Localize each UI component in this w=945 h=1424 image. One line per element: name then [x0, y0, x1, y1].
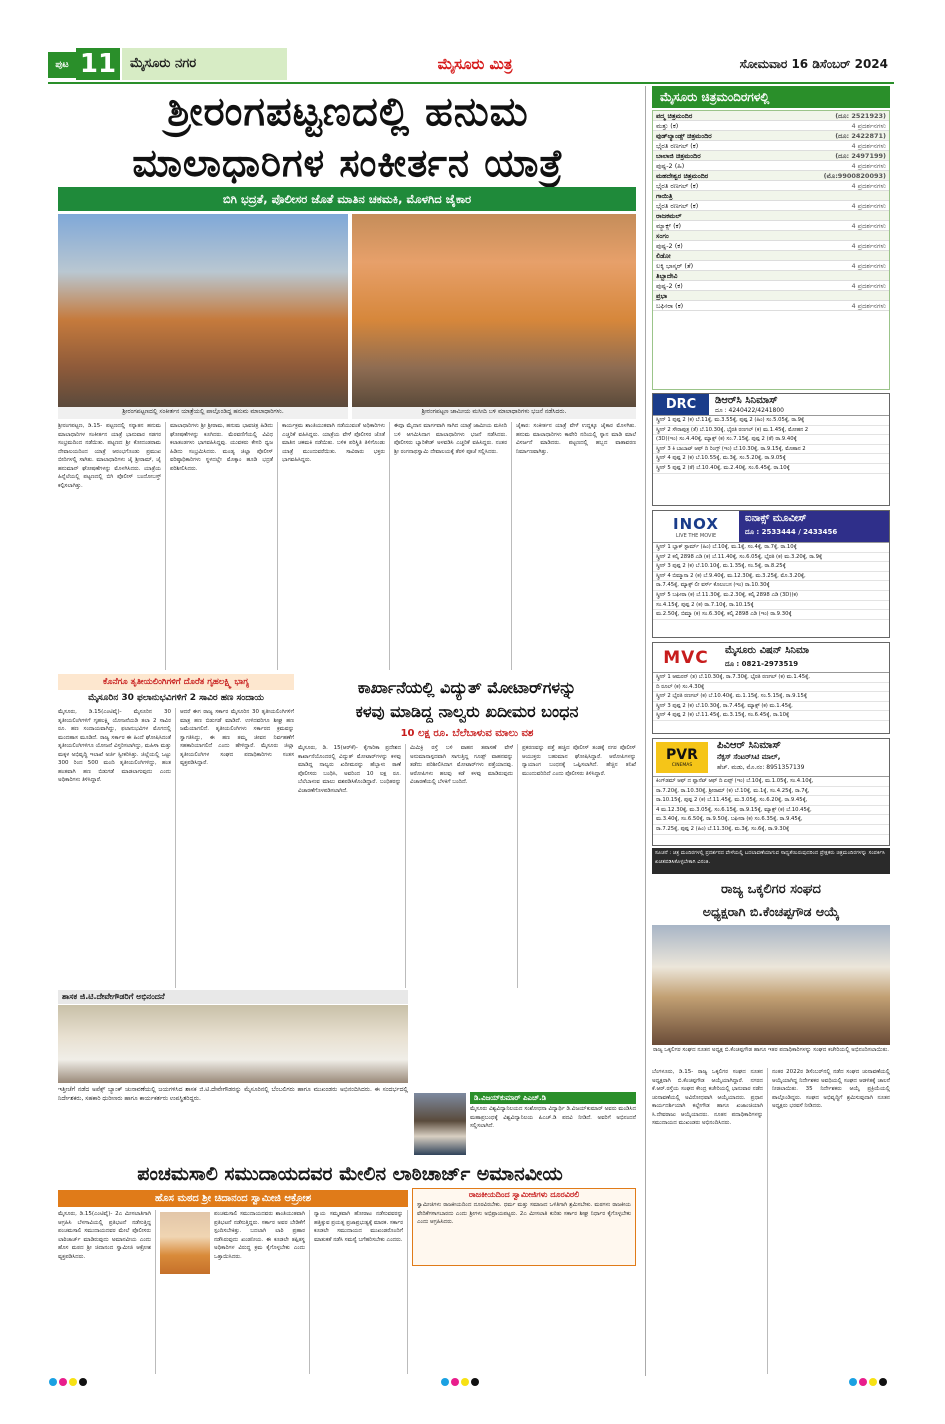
lead-body-col4: ಈದ್ಗಾ ಮೈದಾನ ಮಾರ್ಗವಾಗಿ ಸಾಗಿದ ಯಾತ್ರೆ ಜಾಮೀಯ ಮಸೀದಿ ಬಳಿ ಆಗಮಿಸಿದಾಗ ಮಾಲಾಧಾರಿಗಳು ಭಜನೆ ನಡೆಸಿದರು. ಪೊಲೀಸರು ಬ್ಯಾರಿಕೇಡ್ ಅಳವಡಿಸಿ ಎಚ್ಚರಿಕೆ ವಹಿಸಿದ್ದರು. ನಂತರ ಶ್ರೀ ರಂಗನಾಥಸ್ವಾಮಿ ದೇವಾಲಯಕ್ಕೆ ತೆರಳಿ ಪೂಜೆ ಸಲ್ಲಿಸಿದರು.: [394, 422, 512, 670]
okkaligara-body-col2: ನಂತರ 2022ರ ಡಿಸೆಂಬರ್‌ನಲ್ಲಿ ನಡೆದ ಸಂಘದ ಚುನಾವಣೆಯಲ್ಲಿ ಆಯ್ಕೆಯಾಗಿದ್ದ ನಿರ್ದೇಶಕರ ಅವಧಿಯಲ್ಲಿ ಸಂಘದ ಆಡಳಿತಕ್ಕೆ ಚಾಲನೆ ನೀಡಲಾಯಿತು. 35 ನಿರ್ದೇಶಕರು ಆಯ್ಕೆ ಪ್ರಕ್ರಿಯೆಯಲ್ಲಿ ಪಾಲ್ಗೊಂಡಿದ್ದರು. ಸಂಘದ ಅಭಿವೃದ್ಧಿಗೆ ಶ್ರಮಿಸುವುದಾಗಿ ನೂತನ ಅಧ್ಯಕ್ಷರು ಭರವಸೆ ನೀಡಿದರು.: [772, 1069, 890, 1109]
theatre-row: [653, 181, 889, 191]
section-name: ಮೈಸೂರು ನಗರ: [122, 48, 287, 80]
inset-title: ರಾಜಕೀಯದಿಂದ ಸ್ವಾಮೀಜಿಗಳು ದೂರವಿರಲಿ: [468, 1190, 580, 1199]
header-rule: [48, 82, 894, 84]
theatre-row: [653, 161, 889, 171]
pvr-phone: ಹೆಚ್. ಮಡು, ಮೊ.ನಂ: 8951357139: [717, 764, 805, 771]
okkaligara-headline-line1: ರಾಜ್ಯ ಒಕ್ಕಲಿಗರ ಸಂಘದ: [721, 882, 821, 897]
theatre-name: ಮ್ಯಾಕ್ಸ್ (ಕ): [656, 222, 682, 230]
theatre-list: [652, 110, 890, 390]
drc-showtime-line: ಸ್ಕ್ರೀನ್ 4 ಪುಷ್ಪ 2 (ಕ) ಬೆ.10.55ಕ್ಕೆ, ಮ.3ಕ್ಕೆ, ಸಂ.5.20ಕ್ಕೆ, ರಾ.9.05ಕ್ಕೆ: [653, 454, 889, 464]
theatre-name: ಪುಷ್ಪ-2 (ಹಿ): [656, 162, 685, 170]
theatre-name: ಪ್ರಭಾ: [656, 292, 668, 300]
pvr-showtime-line: ರಾ.7.20ಕ್ಕೆ, ರಾ.10.30ಕ್ಕೆ, ಶ್ರೀರಾಮ್ (ಕ) ಬೆ.10ಕ್ಕೆ, ಮ.1ಕ್ಕೆ, ಸಂ.4.25ಕ್ಕೆ, ರಾ.7ಕ್ಕೆ,: [653, 787, 889, 797]
mvc-phone: ದೂ : 0821-2973519: [725, 660, 799, 668]
theatre-name: ತಿಬ್ಬಾದೇವಿ: [656, 272, 678, 280]
theatre-name: ಮತ್ತು (ಕ): [656, 122, 679, 130]
lead-body-col5: ಜೈಕಾರ: ಸಂಕೀರ್ತನ ಯಾತ್ರೆ ವೇಳೆ ಉದ್ದಕ್ಕೂ ಜೈಕಾರ ಮೊಳಗಿತು. ಹನುಮ ಮಾಲಾಧಾರಿಗಳು ಕಾವೇರಿ ನದಿಯಲ್ಲಿ ಸ್ನಾನ ಮಾಡಿ ಮಾಲೆ ವಿಸರ್ಜನೆ ಮಾಡಿದರು. ಪಟ್ಟಣದಲ್ಲಿ ಹಬ್ಬದ ವಾತಾವರಣ ನಿರ್ಮಾಣವಾಗಿತ್ತು.: [516, 423, 636, 455]
motor-headline-line2: ಕಳವು ಮಾಡಿದ್ದ ನಾಲ್ವರು ಖದೀಮರ ಬಂಧನ: [355, 702, 579, 721]
theatre-name: ಗಾಯಿತ್ರಿ: [656, 192, 673, 200]
theatre-name: ಲಕ್ಕಿ ಭಾಸ್ಕರ್ (ತೆ): [656, 262, 694, 270]
theatre-shows: 4 ಪ್ರದರ್ಶನಗಳು: [851, 262, 886, 270]
motor-body-col1: ಮೈಸೂರು, ಡಿ. 15(ಆರ್‌ಕೆ)- ಕೈಗಾರಿಕಾ ಪ್ರದೇಶದ ಕಾರ್ಖಾನೆಯೊಂದರಲ್ಲಿ ವಿದ್ಯುತ್ ಮೋಟಾರ್‌ಗಳನ್ನು ಕಳವು ಮಾಡಿದ್ದ ನಾಲ್ವರು ಖದೀಮರನ್ನು ಹೆಬ್ಬಾಳು ಠಾಣೆ ಪೊಲೀಸರು ಬಂಧಿಸಿ, ಅವರಿಂದ 10 ಲಕ್ಷ ರೂ. ಬೆಲೆಬಾಳುವ ಮಾಲು ವಶಪಡಿಸಿಕೊಂಡಿದ್ದಾರೆ. ಬಂಧಿತರನ್ನು ವಿಚಾರಣೆಗೊಳಪಡಿಸಲಾಗಿದೆ.: [298, 744, 406, 988]
theatre-name: ವುಡ್‌ಲ್ಯಾಂಡ್ಸ್ ಚಿತ್ರಮಂದಿರ: [656, 132, 712, 140]
panchamasali-body-col2: ಪಂಚಮಸಾಲಿ ಸಮುದಾಯದವರು ಶಾಂತಿಯುತವಾಗಿ ಪ್ರತಿಭಟನೆ ನಡೆಸುತ್ತಿದ್ದರು. ಸರ್ಕಾರ ಅವರ ಬೇಡಿಕೆಗೆ ಸ್ಪಂದಿಸಬೇಕಿತ್ತು. ಬದಲಾಗಿ ಲಾಠಿ ಪ್ರಹಾರ ನಡೆಸಿರುವುದು ಖಂಡನೀಯ. ಈ ಕೂಡಲೇ ತಪ್ಪಿತಸ್ಥ ಅಧಿಕಾರಿಗಳ ವಿರುದ್ಧ ಕ್ರಮ ಕೈಗೊಳ್ಳಬೇಕು ಎಂದು ಒತ್ತಾಯಿಸಿದರು.: [214, 1210, 310, 1374]
lead-headline-line1: ಶ್ರೀರಂಗಪಟ್ಟಣದಲ್ಲಿ ಹನುಮ: [167, 88, 529, 135]
mvc-showtime-line: ಸ್ಕ್ರೀನ್ 4 ಪುಷ್ಪ 2 (ಕ) ಬೆ.11.45ಕ್ಕೆ, ಮ.3.15ಕ್ಕೆ, ಸಂ.6.45ಕ್ಕೆ, ರಾ.10ಕ್ಕೆ: [653, 711, 889, 721]
inox-tagline: LIVE THE MOVIE: [675, 532, 717, 539]
theatre-name: ಬಾಲಾಜಿ ಚಿತ್ರಮಂದಿರ: [656, 152, 701, 160]
lead-photo-right: [352, 214, 636, 407]
mvc-showtime-line: ಸ್ಕ್ರೀನ್ 3 ಪುಷ್ಪ 2 (ಕ) ಬೆ.10.30ಕ್ಕೆ, ರಾ.7.45ಕ್ಕೆ, ಮ್ಯಾಕ್ಸ್ (ಕ) ಮ.1.45ಕ್ಕೆ,: [653, 702, 889, 712]
inox-showtime-line: ಸ್ಕ್ರೀನ್ 4 ಬಿಮ್ಮಾನಾ 2 (ಕ) ಬೆ.9.40ಕ್ಕೆ, ಮ.12.30ಕ್ಕೆ, ಮ.3.25ಕ್ಕೆ, ಮೊ.3.20ಕ್ಕೆ,: [653, 572, 889, 582]
theatre-row: [653, 231, 889, 241]
vijaykumar-photo: [414, 1093, 466, 1155]
theatre-shows: 4 ಪ್ರದರ್ಶನಗಳು: [851, 122, 886, 130]
drc-logo: DRC: [653, 394, 709, 415]
lead-body-col3: ಕಾರ್ಯಕ್ರಮ ಶಾಂತಿಯುತವಾಗಿ ನಡೆಯುವಂತೆ ಅಧಿಕಾರಿಗಳು ಎಚ್ಚರಿಕೆ ವಹಿಸಿದ್ದರು. ಯಾತ್ರೆಯ ವೇಳೆ ಪೊಲೀಸರ ಜೊತೆ ಮಾತಿನ ಚಕಮಕಿ ನಡೆಯಿತು. ಬಳಿಕ ಪರಿಸ್ಥಿತಿ ತಿಳಿಗೊಂಡು ಯಾತ್ರೆ ಮುಂದುವರೆಯಿತು. ಸಾವಿರಾರು ಭಕ್ತರು ಭಾಗವಹಿಸಿದ್ದರು.: [282, 422, 390, 670]
panchamasali-headline: ಪಂಚಮಸಾಲಿ ಸಮುದಾಯದವರ ಮೇಲಿನ ಲಾಠಿಚಾರ್ಜ್ ಅಮಾನವೀಯ: [137, 1163, 563, 1185]
vijaykumar-label: ಡಿ.ವಿಜಯ್‌ಕುಮಾರ್ ಪಿಎಚ್.ಡಿ: [470, 1092, 636, 1104]
drc-title: ಡಿಆರ್‌ಸಿ ಸಿನಿಮಾಸ್: [715, 395, 778, 406]
pvr-showtime-line: ಕಿಂಗ್‌ಡಮ್ ಆಫ್ ದ ಪ್ಲಾನೆಟ್ ಆಫ್ ದಿ ಏಪ್ಸ್ (ಇಂ) ಬೆ.10ಕ್ಕೆ, ಮ.1.05ಕ್ಕೆ, ಸಂ.4.10ಕ್ಕೆ,: [653, 777, 889, 787]
pvr-showtime-line: 4 ಮ.12.30ಕ್ಕೆ, ಮ.3.05ಕ್ಕೆ, ಸಂ.6.15ಕ್ಕೆ, ರಾ.9.15ಕ್ಕೆ, ಮ್ಯಾಕ್ಸ್ (ಕ) ಬೆ.10.45ಕ್ಕೆ,: [653, 806, 889, 816]
vijaykumar-text: ಮೈಸೂರು ವಿಶ್ವವಿದ್ಯಾನಿಲಯದ ಸಂಶೋಧನಾ ವಿದ್ಯಾರ್ಥಿ ಡಿ.ವಿಜಯ್‌ಕುಮಾರ್ ಅವರು ಮಂಡಿಸಿದ ಮಹಾಪ್ರಬಂಧಕ್ಕೆ ವಿಶ್ವವಿದ್ಯಾನಿಲಯ ಪಿಎಚ್.ಡಿ ಪದವಿ ನೀಡಿದೆ. ಅವರಿಗೆ ಅಭಿನಂದನೆ ಸಲ್ಲಿಸಲಾಗಿದೆ.: [470, 1106, 636, 1129]
gruha-headline-a: ಕೊನೆಗೂ ತೃತೀಯಲಿಂಗಿಗಳಿಗೆ ದೊರೆತ ಗೃಹಲಕ್ಷ್ಮಿ ಭಾಗ್ಯ: [58, 674, 294, 690]
theatre-row: [653, 131, 889, 141]
theatre-name: ಪುಷ್ಪ-2 (ಕ): [656, 282, 683, 290]
okkaligara-caption: ರಾಜ್ಯ ಒಕ್ಕಲಿಗರ ಸಂಘದ ನೂತನ ಅಧ್ಯಕ್ಷ ಬಿ.ಕೆಂಚಪ್ಪಗೌಡ ಹಾಗೂ ಇತರ ಪದಾಧಿಕಾರಿಗಳನ್ನು ಸಂಘದ ಕಚೇರಿಯಲ್ಲಿ ಅಭಿನಂದಿಸಲಾಯಿತು.: [652, 1047, 890, 1053]
drc-showtime-line: ಸ್ಕ್ರೀನ್ 2 ಸೌರಾಪುತ್ರ (ತೆ) ಬೆ.10.30ಕ್ಕೆ, ಭೈರತಿ ರಣಗಲ್ (ಕ) ಮ.1.45ಕ್ಕೆ, ಮೋಹನ 2: [653, 426, 889, 436]
theatre-name: ಮಹದೇಶ್ವರ ಚಿತ್ರಮಂದಿರ: [656, 172, 709, 180]
drc-box: [652, 393, 890, 506]
theatre-row: [653, 191, 889, 201]
theatre-phone: (ಮೊ:9900820093): [823, 172, 886, 180]
theatre-row: [653, 261, 889, 271]
panchamasali-inset: [412, 1188, 636, 1266]
column-divider: [645, 86, 646, 1376]
drc-showtime-line: ಸ್ಕ್ರೀನ್ 1 ಪುಷ್ಪ 2 (ಕ) ಬೆ.11ಕ್ಕೆ, ಮ.3.55ಕ್ಕೆ, ಪುಷ್ಪ 2 (ಹಿಂ) ಸಂ.5.05ಕ್ಕೆ, ರಾ.9ಕ್ಕೆ: [653, 416, 889, 426]
panchamasali-body-col3: ನ್ಯಾಯ ಸಮ್ಮತವಾಗಿ ಹೋರಾಟ ನಡೆಸುವವರನ್ನು ಹತ್ತಿಕ್ಕುವ ಪ್ರಯತ್ನ ಪ್ರಜಾಪ್ರಭುತ್ವಕ್ಕೆ ಮಾರಕ. ಸರ್ಕಾರ ಕೂಡಲೇ ಸಮುದಾಯದ ಮುಖಂಡರೊಂದಿಗೆ ಮಾತುಕತೆ ನಡೆಸಿ ಸಮಸ್ಯೆ ಬಗೆಹರಿಸಬೇಕು ಎಂದರು.: [314, 1210, 408, 1374]
page-number: 11: [76, 48, 120, 80]
inox-logo: INOX: [673, 514, 719, 533]
mvc-title: ಮೈಸೂರು ವಿಷನ್ ಸಿನಿಮಾ: [725, 645, 810, 656]
motor-body-col2: ಮಿಮಿಕ್ರಿ ರಸ್ತೆ ಬಳಿ ವಾಹನ ತಪಾಸಣೆ ವೇಳೆ ಅನುಮಾನಾಸ್ಪದವಾಗಿ ಸಾಗುತ್ತಿದ್ದ ಗೂಡ್ಸ್ ವಾಹನವನ್ನು ತಡೆದು ಪರಿಶೀಲಿಸಿದಾಗ ಮೋಟಾರ್‌ಗಳು ಪತ್ತೆಯಾದವು. ಆರೋಪಿಗಳು ಹಲವು ಕಡೆ ಕಳವು ಮಾಡಿರುವುದು ವಿಚಾರಣೆಯಲ್ಲಿ ಬೆಳಕಿಗೆ ಬಂದಿದೆ.: [410, 744, 518, 988]
theatre-phone: (ದೂ: 2422871): [835, 132, 886, 140]
theatre-shows: 4 ಪ್ರದರ್ಶನಗಳು: [851, 222, 886, 230]
lead-caption-right: ಶ್ರೀರಂಗಪಟ್ಟಣ ಜಾಮೀಯ ಮಸೀದಿ ಬಳಿ ಮಾಲಾಧಾರಿಗಳು ಭಜನೆ ನಡೆಸಿದರು.: [352, 407, 636, 419]
theatre-name: ಸಂಗಂ: [656, 232, 669, 240]
inox-box: [652, 510, 890, 638]
pvr-logo: PVR: [666, 747, 698, 763]
motor-subhead: 10 ಲಕ್ಷ ರೂ. ಬೆಲೆಬಾಳುವ ಮಾಲು ವಶ: [400, 728, 534, 739]
lead-subhead: ಬಿಗಿ ಭದ್ರತೆ, ಪೊಲೀಸರ ಜೊತೆ ಮಾತಿನ ಚಕಮಕಿ, ಮೊಳಗಿದ ಜೈಕಾರ: [58, 187, 636, 211]
drc-showtime-line: (3D)(ಇಂ) ಸಂ.4.40ಕ್ಕೆ, ಮ್ಯಾಕ್ಸ್ (ಕ) ಸಂ.7.15ಕ್ಕೆ, ಪುಷ್ಪ 2 (ತೆ) ರಾ.9.40ಕ್ಕೆ: [653, 435, 889, 445]
theatre-row: [653, 211, 889, 221]
pvr-subtitle: ನೆಕ್ಸಸ್ ಸೆಂಟರ್‌ಸಿಟಿ ಮಾಲ್,: [717, 753, 781, 761]
lead-photo-left: [58, 214, 348, 407]
theatre-row: [653, 141, 889, 151]
pvr-box: [652, 738, 890, 846]
gtd-photo: [58, 1005, 408, 1083]
print-marks-center: [440, 1378, 480, 1390]
pvr-title: ಪಿವಿಆರ್ ಸಿನಿಮಾಸ್: [717, 740, 781, 751]
sidebar-title: ಮೈಸೂರು ಚಿತ್ರಮಂದಿರಗಳಲ್ಲಿ: [652, 86, 890, 108]
theatre-shows: 4 ಪ್ರದರ್ಶನಗಳು: [851, 182, 886, 190]
inox-showtime-line: ಸ್ಕ್ರೀನ್ 3 ಪುಷ್ಪ 2 (ಕ) ಬೆ.10.10ಕ್ಕೆ, ಮ.1.35ಕ್ಕೆ, ಸಂ.5ಕ್ಕೆ, ರಾ.8.25ಕ್ಕೆ: [653, 562, 889, 572]
gruha-headline-b: ಮೈಸೂರಿನ 30 ಫಲಾನುಭವಿಗಳಿಗೆ 2 ಸಾವಿರ ಹಣ ಸಂದಾಯ: [88, 693, 264, 703]
inox-showtime-line: ಸಂ.4.15ಕ್ಕೆ, ಪುಷ್ಪ 2 (ಕ) ರಾ.7.10ಕ್ಕೆ, ರಾ.10.15ಕ್ಕೆ: [653, 601, 889, 611]
theatre-row: [653, 241, 889, 251]
theatre-phone: (ದೂ: 2497199): [835, 152, 886, 160]
inox-showtime-line: ಸ್ಕ್ರೀನ್ 5 ಬಘೀರಾ (ಕ) ಬೆ.11.30ಕ್ಕೆ, ಮ.2.30ಕ್ಕೆ, ಕಲ್ಕಿ 2898 ಎಡಿ (3D)(ಕ): [653, 591, 889, 601]
theatre-shows: 4 ಪ್ರದರ್ಶನಗಳು: [851, 162, 886, 170]
pvr-showtime-line: ರಾ.10.15ಕ್ಕೆ, ಪುಷ್ಪ 2 (ಕ) ಬೆ.11.45ಕ್ಕೆ, ಮ.3.05ಕ್ಕೆ, ಸಂ.6.20ಕ್ಕೆ, ರಾ.9.45ಕ್ಕೆ,: [653, 796, 889, 806]
lead-body-col2: ಮಾಲಾಧಾರಿಗಳು ಶ್ರೀ ಶ್ರೀರಾಮ, ಹನುಮ ಭಾವಚಿತ್ರ ಹಿಡಿದು ಘೋಷಣೆಗಳನ್ನು ಕೂಗಿದರು. ಮೆರವಣಿಗೆಯಲ್ಲಿ ವಿವಿಧ ಕಲಾತಂಡಗಳು ಭಾಗವಹಿಸಿದ್ದವು. ಯುವಕರು ಕೇಸರಿ ಧ್ವಜ ಹಿಡಿದು ಸಂಭ್ರಮಿಸಿದರು. ಮಂಡ್ಯ ಜಿಲ್ಲಾ ಪೊಲೀಸ್ ವರಿಷ್ಠಾಧಿಕಾರಿಗಳು ಸ್ಥಳದಲ್ಲೇ ಮೊಕ್ಕಾಂ ಹೂಡಿ ಭದ್ರತೆ ಪರಿಶೀಲಿಸಿದರು.: [170, 422, 278, 670]
theatre-row: [653, 221, 889, 231]
pvr-logo-sub: CINEMAS: [671, 763, 693, 768]
theatre-shows: 4 ಪ್ರದರ್ಶನಗಳು: [851, 242, 886, 250]
pvr-showtime-line: ಮ.3.40ಕ್ಕೆ, ಸಂ.6.50ಕ್ಕೆ, ರಾ.9.50ಕ್ಕೆ, ಬಘೀರಾ (ಕ) ಸಂ.6.35ಕ್ಕೆ, ರಾ.9.45ಕ್ಕೆ,: [653, 815, 889, 825]
okkaligara-body-col1: ಬೆಂಗಳೂರು, ಡಿ.15- ರಾಜ್ಯ ಒಕ್ಕಲಿಗರ ಸಂಘದ ನೂತನ ಅಧ್ಯಕ್ಷರಾಗಿ ಬಿ.ಕೆಂಚಪ್ಪಗೌಡ ಆಯ್ಕೆಯಾಗಿದ್ದಾರೆ. ನಗರದ ಕೆ.ಆರ್.ರಸ್ತೆಯ ಸಂಘದ ಕೇಂದ್ರ ಕಚೇರಿಯಲ್ಲಿ ಭಾನುವಾರ ನಡೆದ ಚುನಾವಣೆಯಲ್ಲಿ ಅವಿರೋಧವಾಗಿ ಆಯ್ಕೆಯಾದರು. ಪ್ರಧಾನ ಕಾರ್ಯದರ್ಶಿಯಾಗಿ ಕಲ್ಲೇಗೌಡ ಹಾಗೂ ಖಜಾಂಚಿಯಾಗಿ ಸಿ.ದೇವರಾಜು ಆಯ್ಕೆಯಾದರು. ನೂತನ ಪದಾಧಿಕಾರಿಗಳನ್ನು ಸಮುದಾಯದ ಮುಖಂಡರು ಅಭಿನಂದಿಸಿದರು.: [652, 1068, 768, 1374]
panchamasali-tag: ಹೊಸ ಮಠದ ಶ್ರೀ ಚಿದಾನಂದ ಸ್ವಾಮೀಜಿ ಆಕ್ರೋಶ: [58, 1190, 408, 1207]
inox-title: ಐನಾಕ್ಸ್ ಮೂವೀಸ್: [745, 513, 807, 524]
page-label: ಪುಟ: [48, 52, 76, 78]
paper-masthead: ಮೈಸೂರು ಮಿತ್ರ: [437, 55, 513, 73]
theatre-row: [653, 271, 889, 281]
drc-showtime-line: ಸ್ಕ್ರೀನ್ 5 ಪುಷ್ಪ 2 (ತೆ) ಬೆ.10.40ಕ್ಕೆ, ಮ.2.40ಕ್ಕೆ, ಸಂ.6.45ಕ್ಕೆ, ರಾ.10ಕ್ಕೆ: [653, 464, 889, 474]
theatre-name: ಲಿಡೋ: [656, 252, 671, 260]
motor-headline-line1: ಕಾರ್ಖಾನೆಯಲ್ಲಿ ವಿದ್ಯುತ್ ಮೋಟಾರ್‌ಗಳನ್ನು: [357, 678, 577, 697]
mvc-showtime-line: ದಿ ರೂಲ್ (ಕ) ಸಂ.4.30ಕ್ಕೆ: [653, 683, 889, 693]
lead-headline-line2: ಮಾಲಾಧಾರಿಗಳ ಸಂಕೀರ್ತನ ಯಾತ್ರೆ: [132, 140, 564, 185]
drc-showtime-line: ಸ್ಕ್ರೀನ್ 3 ಕಿ ಬಾಬಾಟ್ ಆಫ್ ದಿ ರಿಂಗ್ಸ್ (ಇಂ) ಬೆ.10.30ಕ್ಕೆ, ರಾ.9.15ಕ್ಕೆ, ಮೊಹಾನ 2: [653, 445, 889, 455]
theatre-row: [653, 121, 889, 131]
inset-body: ಸ್ವಾಮೀಜಿಗಳು ರಾಜಕೀಯದಿಂದ ದೂರವಿರಬೇಕು. ಧರ್ಮ ಮತ್ತು ಸಮಾಜದ ಒಳಿತಿಗಾಗಿ ಶ್ರಮಿಸಬೇಕು. ಮಠಗಳು ರಾಜಕೀಯ ವೇದಿಕೆಗಳಾಗಬಾರದು ಎಂದು ಶ್ರೀಗಳು ಅಭಿಪ್ರಾಯಪಟ್ಟರು. 2ಎ ಮೀಸಲಾತಿ ಕುರಿತು ಸರ್ಕಾರ ಶೀಘ್ರ ನಿರ್ಧಾರ ಕೈಗೊಳ್ಳಬೇಕು ಎಂದು ಆಗ್ರಹಿಸಿದರು.: [417, 1202, 631, 1225]
drc-phone: ದೂ : 4240422/4241800: [715, 407, 785, 414]
lead-body-col1: ಶ್ರೀರಂಗಪಟ್ಟಣ, ಡಿ.15- ಪಟ್ಟಣದಲ್ಲಿ ಸನ್ನಾತನ ಹನುಮ ಮಾಲಾಧಾರಿಗಳ ಸಂಕೀರ್ತನ ಯಾತ್ರೆ ಭಾನುವಾರ ಸಡಗರ ಸಂಭ್ರಮದಿಂದ ನಡೆಯಿತು. ಪಟ್ಟಣದ ಶ್ರೀ ಕೋದಂಡರಾಮ ದೇವಾಲಯದಿಂದ ಯಾತ್ರೆ ಆರಂಭಗೊಂಡು ಪ್ರಮುಖ ಬೀದಿಗಳಲ್ಲಿ ಸಾಗಿತು. ಮಾಲಾಧಾರಿಗಳು ಜೈ ಶ್ರೀರಾಮ್, ಜೈ ಹನುಮಾನ್ ಘೋಷಣೆಗಳನ್ನು ಮೊಳಗಿಸಿದರು. ಯಾತ್ರೆಯ ಹಿನ್ನೆಲೆಯಲ್ಲಿ ಪಟ್ಟಣದಲ್ಲಿ ಬಿಗಿ ಪೊಲೀಸ್ ಬಂದೋಬಸ್ತ್ ಕಲ್ಪಿಸಲಾಗಿತ್ತು.: [58, 422, 166, 670]
lead-caption-left: ಶ್ರೀರಂಗಪಟ್ಟಣದಲ್ಲಿ ಸಂಕೀರ್ತನ ಯಾತ್ರೆಯಲ್ಲಿ ಪಾಲ್ಗೊಂಡಿದ್ದ ಹನುಮ ಮಾಲಾಧಾರಿಗಳು.: [58, 407, 348, 419]
okkaligara-photo: [652, 925, 890, 1045]
theatre-name: ಭೈರತಿ ರಣಗಲ್ (ಕ): [656, 182, 699, 190]
mvc-logo: MVC: [663, 647, 709, 668]
print-marks-right: [848, 1378, 888, 1390]
theatre-name: ರಾಜಕಮಲ್: [656, 212, 682, 220]
gruha-body-col2: ಆದರೆ ಈಗ ರಾಜ್ಯ ಸರ್ಕಾರ ಮೈಸೂರಿನ 30 ತೃತೀಯಲಿಂಗಿಗಳಿಗೆ ಮಾತ್ರ ಹಣ ಬಿಡುಗಡೆ ಮಾಡಿದೆ. ಉಳಿದವರಿಗೂ ಶೀಘ್ರ ಹಣ ಜಮೆಯಾಗಲಿದೆ. ತೃತೀಯಲಿಂಗಿಗಳು ಸರ್ಕಾರದ ಕ್ರಮವನ್ನು ಸ್ವಾಗತಿಸಿದ್ದು, ಈ ಹಣ ತಮ್ಮ ಜೀವನ ನಿರ್ವಹಣೆಗೆ ಸಹಕಾರಿಯಾಗಲಿದೆ ಎಂದು ಹೇಳಿದ್ದಾರೆ. ಮೈಸೂರು ಜಿಲ್ಲಾ ತೃತೀಯಲಿಂಗಿಗಳ ಸಂಘದ ಪದಾಧಿಕಾರಿಗಳು ಸಂತಸ ವ್ಯಕ್ತಪಡಿಸಿದ್ದಾರೆ.: [180, 709, 294, 766]
motor-body-col3: ಪ್ರಕರಣವನ್ನು ಪತ್ತೆ ಹಚ್ಚಿದ ಪೊಲೀಸ್ ತಂಡಕ್ಕೆ ನಗರ ಪೊಲೀಸ್ ಆಯುಕ್ತರು ಬಹುಮಾನ ಘೋಷಿಸಿದ್ದಾರೆ. ಆರೋಪಿಗಳನ್ನು ನ್ಯಾಯಾಂಗ ಬಂಧನಕ್ಕೆ ಒಪ್ಪಿಸಲಾಗಿದೆ. ಹೆಚ್ಚಿನ ತನಿಖೆ ಮುಂದುವರಿದಿದೆ ಎಂದು ಪೊಲೀಸರು ತಿಳಿಸಿದ್ದಾರೆ.: [522, 745, 636, 777]
theatre-phone: (ದೂ: 2521923): [835, 112, 886, 120]
theatre-row: [653, 201, 889, 211]
theatre-name: ಬಘೀರಾ (ಕ): [656, 302, 684, 310]
inox-phone: ದೂ : 2533444 / 2433456: [745, 528, 838, 536]
cinema-note: ಸೂಚನೆ : ಚಿತ್ರ ಮಂದಿರಗಳಲ್ಲಿ ಪ್ರದರ್ಶನದ ವೇಳೆಯಲ್ಲಿ ಬದಲಾವಣೆಯಾಗುವ ಸಾಧ್ಯತೆಯಿರುವುದರಿಂದ ಪ್ರೇಕ್ಷಕರು ಚಿತ್ರಮಂದಿರಗಳನ್ನು ಸಂಪರ್ಕಿಸಿ ಖಚಿತಪಡಿಸಿಕೊಳ್ಳಬೇಕಾಗಿ ವಿನಂತಿ.: [652, 848, 890, 874]
inox-showtime-line: ಸ್ಕ್ರೀನ್ 1 ಬ್ಲಾಕ್ ಸ್ಟಾರ್ಮ್ (ಹಿಂ) ಬೆ.10ಕ್ಕೆ, ಮ.1ಕ್ಕೆ, ಸಂ.4ಕ್ಕೆ, ರಾ.7ಕ್ಕೆ, ರಾ.10ಕ್ಕೆ: [653, 543, 889, 553]
panchamasali-body-col1: ಮೈಸೂರು, ಡಿ.15(ಎಂಟಿವೈ)- 2ಎ ಮೀಸಲಾತಿಗಾಗಿ ಆಗ್ರಹಿಸಿ ಬೆಳಗಾವಿಯಲ್ಲಿ ಪ್ರತಿಭಟನೆ ನಡೆಸುತ್ತಿದ್ದ ಪಂಚಮಸಾಲಿ ಸಮುದಾಯದವರ ಮೇಲೆ ಪೊಲೀಸರು ಲಾಠಿಚಾರ್ಜ್ ಮಾಡಿರುವುದು ಅಮಾನವೀಯ ಎಂದು ಹೊಸ ಮಠದ ಶ್ರೀ ಚಿದಾನಂದ ಸ್ವಾಮೀಜಿ ಆಕ್ರೋಶ ವ್ಯಕ್ತಪಡಿಸಿದರು.: [58, 1210, 156, 1374]
theatre-row: [653, 171, 889, 181]
theatre-name: ಪದ್ಮ ಚಿತ್ರಮಂದಿರ: [656, 112, 693, 120]
mvc-showtime-line: ಸ್ಕ್ರೀನ್ 1 ಆಮರನ್ (ತ) ಬೆ.10.30ಕ್ಕೆ, ರಾ.7.30ಕ್ಕೆ, ಭೈರತಿ ರಣಗಲ್ (ಕ) ಮ.1.45ಕ್ಕೆ,: [653, 673, 889, 683]
theatre-shows: 4 ಪ್ರದರ್ಶನಗಳು: [851, 282, 886, 290]
inox-showtime-line: ಮ.2.50ಕ್ಕೆ, ಬಿಮ್ಮಾ (ಕ) ಸಂ.6.30ಕ್ಕೆ, ಕಲ್ಕಿ 2898 ಎಡಿ (ಇಂ) ರಾ.9.30ಕ್ಕೆ: [653, 610, 889, 620]
theatre-row: [653, 151, 889, 161]
theatre-name: ಭೈರತಿ ರಣಗಲ್ (ಕ): [656, 202, 699, 210]
theatre-row: [653, 301, 889, 311]
theatre-row: [653, 291, 889, 301]
theatre-shows: 4 ಪ್ರದರ್ಶನಗಳು: [851, 142, 886, 150]
inox-showtime-line: ರಾ.7.45ಕ್ಕೆ, ಮ್ಯಾಕ್ಸ್ ಲೀ ವರ್ಸ್ ಕೊಲಂಬಸ (ಇಂ) ರಾ.10.30ಕ್ಕೆ: [653, 581, 889, 591]
issue-date: ಸೋಮವಾರ 16 ಡಿಸೆಂಬರ್ 2024: [739, 57, 888, 71]
inox-showtime-line: ಸ್ಕ್ರೀನ್ 2 ಕಲ್ಕಿ 2898 ಎಡಿ (ಕ) ಬೆ.11.40ಕ್ಕೆ, ಸಂ.6.05ಕ್ಕೆ, ಭೈರತಿ (ಕ) ಮ.3.20ಕ್ಕೆ, ರಾ.9ಕ್ಕೆ: [653, 553, 889, 563]
gtd-title: ಶಾಸಕ ಜಿ.ಟಿ.ದೇವೇಗೌಡರಿಗೆ ಅಭಿನಂದನೆ: [58, 990, 408, 1004]
gruha-body-col1: ಮೈಸೂರು, ಡಿ.15(ಎಂಟಿವೈ)- ಮೈಸೂರಿನ 30 ತೃತೀಯಲಿಂಗಿಗಳಿಗೆ ಗೃಹಲಕ್ಷ್ಮಿ ಯೋಜನೆಯಡಿ ತಲಾ 2 ಸಾವಿರ ರೂ. ಹಣ ಸಂದಾಯವಾಗಿದ್ದು, ಫಲಾನುಭವಿಗಳ ಮೊಗದಲ್ಲಿ ಮಂದಹಾಸ ಮೂಡಿದೆ. ರಾಜ್ಯ ಸರ್ಕಾರ ಈ ಹಿಂದೆ ಘೋಷಿಸಿದಂತೆ ತೃತೀಯಲಿಂಗಿಗಳಿಗೂ ಯೋಜನೆ ವಿಸ್ತರಿಸಲಾಗಿದ್ದು, ಮಹಿಳಾ ಮತ್ತು ಮಕ್ಕಳ ಅಭಿವೃದ್ಧಿ ಇಲಾಖೆ ಅರ್ಜಿ ಸ್ವೀಕರಿಸಿತ್ತು. ಜಿಲ್ಲೆಯಲ್ಲಿ ಒಟ್ಟು 300 ರಿಂದ 500 ಮಂದಿ ತೃತೀಯಲಿಂಗಿಗಳಿದ್ದು, ಹಂತ ಹಂತವಾಗಿ ಹಣ ಬಿಡುಗಡೆ ಮಾಡಲಾಗುವುದು ಎಂದು ಅಧಿಕಾರಿಗಳು ತಿಳಿಸಿದ್ದಾರೆ.: [58, 708, 176, 988]
theatre-name: ಪುಷ್ಪ-2 (ಕ): [656, 242, 683, 250]
okkaligara-headline-line2: ಅಧ್ಯಕ್ಷರಾಗಿ ಬಿ.ಕೆಂಚಪ್ಪಗೌಡ ಆಯ್ಕೆ: [702, 904, 840, 919]
pvr-showtime-line: ರಾ.7.25ಕ್ಕೆ, ಪುಷ್ಪ 2 (ಹಿಂ) ಬೆ.11.30ಕ್ಕೆ, ಮ.3ಕ್ಕೆ, ಸಂ.6ಕ್ಕೆ, ರಾ.9.30ಕ್ಕೆ: [653, 825, 889, 835]
theatre-row: [653, 111, 889, 121]
swamiji-photo: [160, 1212, 210, 1274]
theatre-name: ಭೈರತಿ ರಣಗಲ್ (ಕ): [656, 142, 699, 150]
gtd-caption: ಇತ್ತೀಚೆಗೆ ನಡೆದ ಅಪೆಕ್ಸ್ ಬ್ಯಾಂಕ್ ಚುನಾವಣೆಯಲ್ಲಿ ಜಯಗಳಿಸಿದ ಶಾಸಕ ಜಿ.ಟಿ.ದೇವೇಗೌಡರನ್ನು ಮೈಸೂರಿನಲ್ಲಿ ಬೆಂಬಲಿಗರು ಹಾಗೂ ಮುಖಂಡರು ಅಭಿನಂದಿಸಿದರು. ಈ ಸಂದರ್ಭದಲ್ಲಿ ನಿರ್ದೇಶಕರು, ಸಹಕಾರಿ ಧುರೀಣರು ಹಾಗೂ ಕಾರ್ಯಕರ್ತರು ಉಪಸ್ಥಿತರಿದ್ದರು.: [58, 1086, 408, 1102]
theatre-row: [653, 281, 889, 291]
theatre-shows: 4 ಪ್ರದರ್ಶನಗಳು: [851, 302, 886, 310]
theatre-row: [653, 251, 889, 261]
mvc-box: [652, 642, 890, 734]
mvc-showtime-line: ಸ್ಕ್ರೀನ್ 2 ಭೈರತಿ ರಣಗಲ್ (ಕ) ಬೆ.10.40ಕ್ಕೆ, ಮ.1.15ಕ್ಕೆ, ಸಂ.5.15ಕ್ಕೆ, ರಾ.9.15ಕ್ಕೆ: [653, 692, 889, 702]
theatre-shows: 4 ಪ್ರದರ್ಶನಗಳು: [851, 202, 886, 210]
print-marks-left: [48, 1378, 88, 1390]
